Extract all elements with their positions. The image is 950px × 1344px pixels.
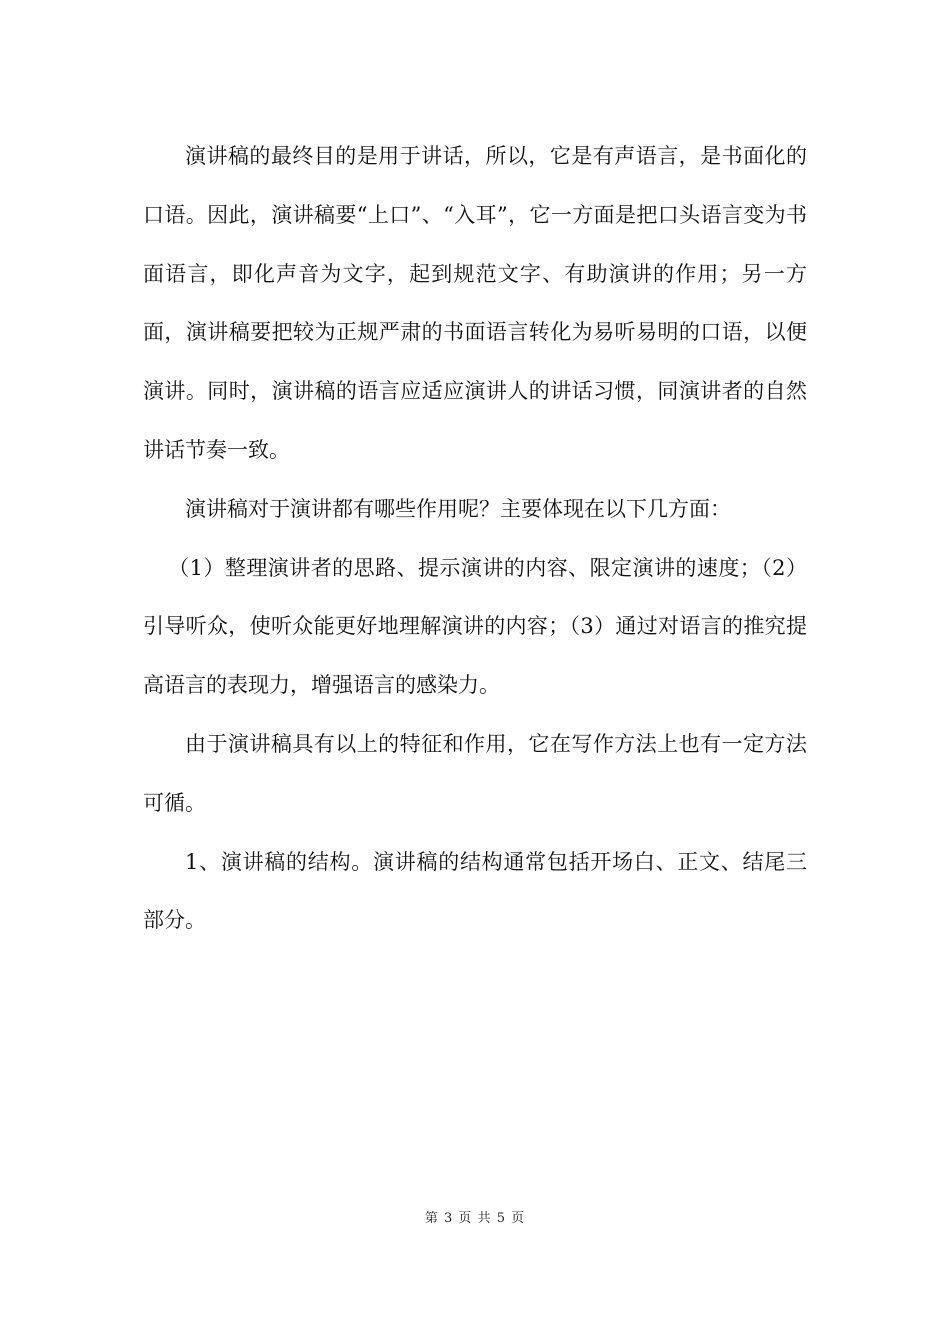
paragraph-functions-intro: 演讲稿对于演讲都有哪些作用呢？主要体现在以下几方面： — [185, 496, 731, 521]
paragraph-structure: 1、演讲稿的结构。演讲稿的结构通常包括开场白、正文、结尾三部分。 — [143, 849, 807, 933]
footer-prefix: 第 — [424, 1211, 439, 1226]
footer-suffix: 页 — [511, 1211, 526, 1226]
footer-middle: 页 共 — [458, 1211, 492, 1226]
footer-current-page: 3 — [444, 1211, 454, 1226]
document-body — [143, 127, 807, 950]
page-footer — [0, 1207, 950, 1226]
paragraph-spoken-language: 演讲稿的最终目的是用于讲话，所以，它是有声语言，是书面化的口语。因此，演讲稿要“上口”、“入耳”，它一方面是把口头语言变为书面语言，即化声音为文字，起到规范文字、有助演讲的作用；另一方面，演讲稿要把较为正规严肃的书面语言转化为易听易明的口语，以便演讲。同时，演讲稿的语言应适应演讲人的讲话习惯，同演讲者的自然讲话节奏一致。 — [143, 144, 807, 462]
paragraph-writing-method: 由于演讲稿具有以上的特征和作用，它在写作方法上也有一定方法可循。 — [143, 731, 807, 815]
footer-total-pages: 5 — [496, 1211, 506, 1226]
paragraph-functions-list: （1）整理演讲者的思路、提示演讲的内容、限定演讲的速度；（2）引导听众，使听众能更好地理解演讲的内容；（3）通过对语言的推究提高语言的表现力，增强语言的感染力。 — [143, 555, 807, 698]
